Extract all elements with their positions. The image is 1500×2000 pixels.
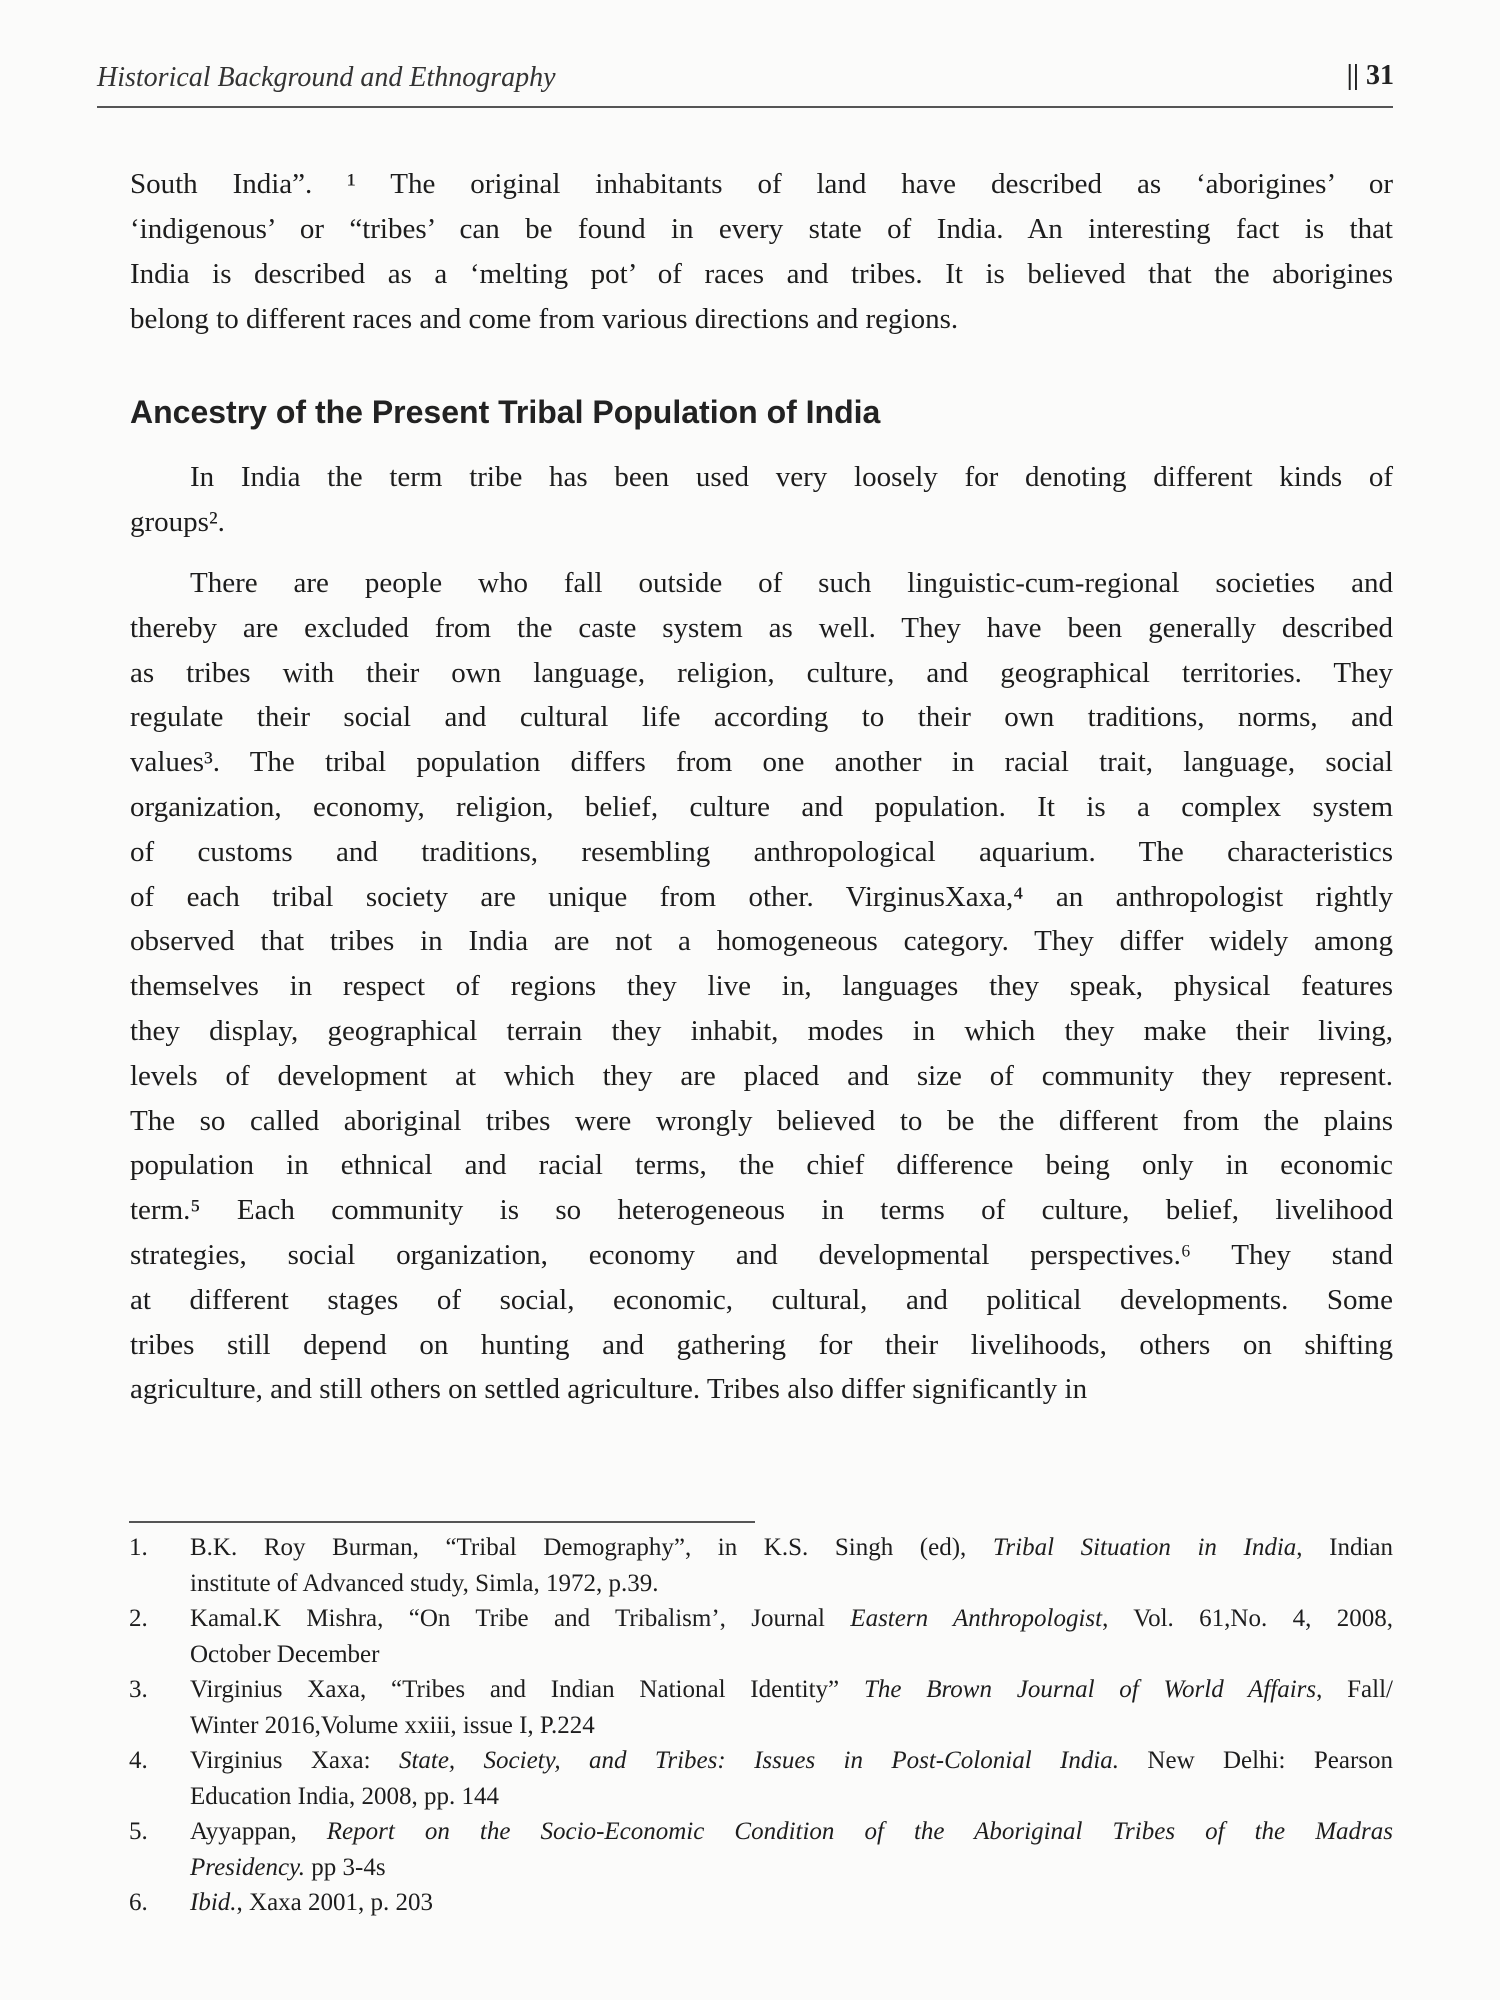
citation-text: , Vol. 61,No. 4, 2008, bbox=[1102, 1605, 1393, 1632]
footnote-line bbox=[190, 1566, 1393, 1602]
footnote-number: 3. bbox=[129, 1676, 148, 1703]
header-divider bbox=[97, 106, 1393, 108]
footnote-line bbox=[190, 1708, 1393, 1744]
text-line: tribes still depend on hunting and gathering for their livelihoods, others on shifting bbox=[130, 1328, 1393, 1361]
citation-text: New Delhi: Pearson bbox=[1119, 1747, 1394, 1774]
footnote-number: 5. bbox=[129, 1818, 148, 1845]
footnote-text bbox=[190, 1743, 1393, 1814]
citation-title: Presidency. bbox=[190, 1853, 306, 1881]
text-line: In India the term tribe has been used very loosely for denoting different kinds of bbox=[190, 461, 1393, 493]
footnote-line bbox=[190, 1672, 1393, 1708]
citation-text: B.K. Roy Burman, “Tribal Demography”, in K.S. Singh (ed), bbox=[190, 1534, 993, 1561]
paragraph-term-tribe bbox=[130, 455, 1393, 545]
citation-text: Virginius Xaxa: bbox=[190, 1747, 399, 1774]
footnote-item bbox=[129, 1885, 1393, 1921]
citation-text: Virginius Xaxa, “Tribes and Indian National Identity” bbox=[190, 1676, 864, 1703]
footnote-line bbox=[190, 1779, 1393, 1815]
footnote-text bbox=[190, 1885, 1393, 1921]
footnote-line bbox=[190, 1601, 1393, 1637]
footnote-divider bbox=[129, 1521, 755, 1523]
text-line: belong to different races and come from various directions and regions. bbox=[130, 303, 959, 335]
citation-text: Winter 2016,Volume xxiii, issue I, P.224 bbox=[190, 1711, 595, 1739]
citation-text: October December bbox=[190, 1640, 380, 1668]
footnotes bbox=[129, 1530, 1393, 1921]
citation-text: pp 3-4s bbox=[305, 1853, 386, 1881]
text-line: thereby are excluded from the caste system as well. They have been generally described bbox=[130, 611, 1393, 644]
text-line: as tribes with their own language, religion, culture, and geographical territories. They bbox=[130, 656, 1393, 689]
text-line: There are people who fall outside of such linguistic-cum-regional societies and bbox=[190, 567, 1393, 599]
citation-title: Ibid. bbox=[190, 1889, 237, 1916]
citation-text: institute of Advanced study, Simla, 1972, p.39. bbox=[190, 1569, 659, 1597]
footnote-line bbox=[190, 1850, 1393, 1886]
citation-title: Eastern Anthropologist bbox=[850, 1605, 1103, 1632]
text-line: India is described as a ‘melting pot’ of races and tribes. It is believed that the aborigines bbox=[130, 258, 1393, 290]
text-line: at different stages of social, economic, cultural, and political developments. Some bbox=[130, 1283, 1393, 1316]
text-line: term.⁵ Each community is so heterogeneous in terms of culture, belief, livelihood bbox=[130, 1194, 1393, 1227]
text-line: population in ethnical and racial terms, the chief difference being only in economic bbox=[130, 1149, 1393, 1182]
footnote-text bbox=[190, 1672, 1393, 1743]
citation-text: , Indian bbox=[1296, 1534, 1393, 1561]
citation-title: The Brown Journal of World Affairs bbox=[863, 1676, 1317, 1703]
citation-text: Ayyappan, bbox=[190, 1818, 327, 1845]
footnote-number: 6. bbox=[129, 1889, 148, 1916]
page-number: || 31 bbox=[1346, 60, 1394, 91]
paragraph-tribal-diversity bbox=[130, 561, 1393, 1412]
footnote-line bbox=[190, 1743, 1393, 1779]
section-heading: Ancestry of the Present Tribal Population of India bbox=[130, 394, 881, 430]
text-line: of customs and traditions, resembling anthropological aquarium. The characteristics bbox=[130, 835, 1393, 868]
footnote-line bbox=[190, 1885, 1393, 1921]
text-line: The so called aboriginal tribes were wrongly believed to be the different from the plains bbox=[130, 1104, 1393, 1137]
footnote-item bbox=[129, 1601, 1393, 1672]
footnote-text bbox=[190, 1814, 1393, 1885]
text-line: organization, economy, religion, belief, culture and population. It is a complex system bbox=[130, 790, 1393, 823]
citation-title: State, Society, and Tribes: Issues in Post-Colonial India. bbox=[398, 1747, 1120, 1774]
footnote-line bbox=[190, 1637, 1393, 1673]
text-line: agriculture, and still others on settled agriculture. Tribes also differ significantly in bbox=[130, 1373, 1088, 1406]
text-line: regulate their social and cultural life according to their own traditions, norms, and bbox=[130, 701, 1393, 734]
footnote-number: 4. bbox=[129, 1747, 148, 1774]
text-line: South India”. ¹ The original inhabitants of land have described as ‘aborigines’ or bbox=[130, 168, 1393, 200]
text-line: strategies, social organization, economy and developmental perspectives.⁶ They stand bbox=[130, 1238, 1393, 1271]
footnote-line bbox=[190, 1530, 1393, 1566]
footnote-item bbox=[129, 1814, 1393, 1885]
footnote-item bbox=[129, 1743, 1393, 1814]
footnote-line bbox=[190, 1814, 1393, 1850]
footnote-item bbox=[129, 1672, 1393, 1743]
citation-text: , Xaxa 2001, p. 203 bbox=[236, 1889, 434, 1916]
footnote-number: 1. bbox=[129, 1534, 148, 1561]
citation-title: Tribal Situation in India bbox=[992, 1534, 1297, 1561]
text-line: they display, geographical terrain they inhabit, modes in which they make their living, bbox=[130, 1014, 1393, 1047]
citation-text: , Fall/ bbox=[1316, 1676, 1393, 1703]
text-line: ‘indigenous’ or “tribes’ can be found in every state of India. An interesting fact is that bbox=[130, 213, 1393, 245]
running-header-title: Historical Background and Ethnography bbox=[97, 62, 556, 93]
text-line: of each tribal society are unique from other. VirginusXaxa,⁴ an anthropologist rightly bbox=[130, 880, 1393, 913]
text-line: values³. The tribal population differs from one another in racial trait, language, social bbox=[130, 746, 1393, 779]
text-line: themselves in respect of regions they live in, languages they speak, physical features bbox=[130, 970, 1393, 1003]
citation-title: Report on the Socio-Economic Condition of the Aboriginal Tribes of the Madras bbox=[326, 1818, 1393, 1845]
citation-text: Kamal.K Mishra, “On Tribe and Tribalism’, Journal bbox=[190, 1605, 851, 1632]
citation-text: Education India, 2008, pp. 144 bbox=[190, 1782, 499, 1810]
text-line: levels of development at which they are placed and size of community they represent. bbox=[130, 1059, 1393, 1092]
footnote-number: 2. bbox=[129, 1605, 148, 1632]
text-line: groups². bbox=[130, 506, 225, 538]
paragraph-continued bbox=[130, 162, 1393, 342]
footnote-text bbox=[190, 1530, 1393, 1601]
footnote-text bbox=[190, 1601, 1393, 1672]
footnote-item bbox=[129, 1530, 1393, 1601]
text-line: observed that tribes in India are not a homogeneous category. They differ widely among bbox=[130, 925, 1393, 958]
